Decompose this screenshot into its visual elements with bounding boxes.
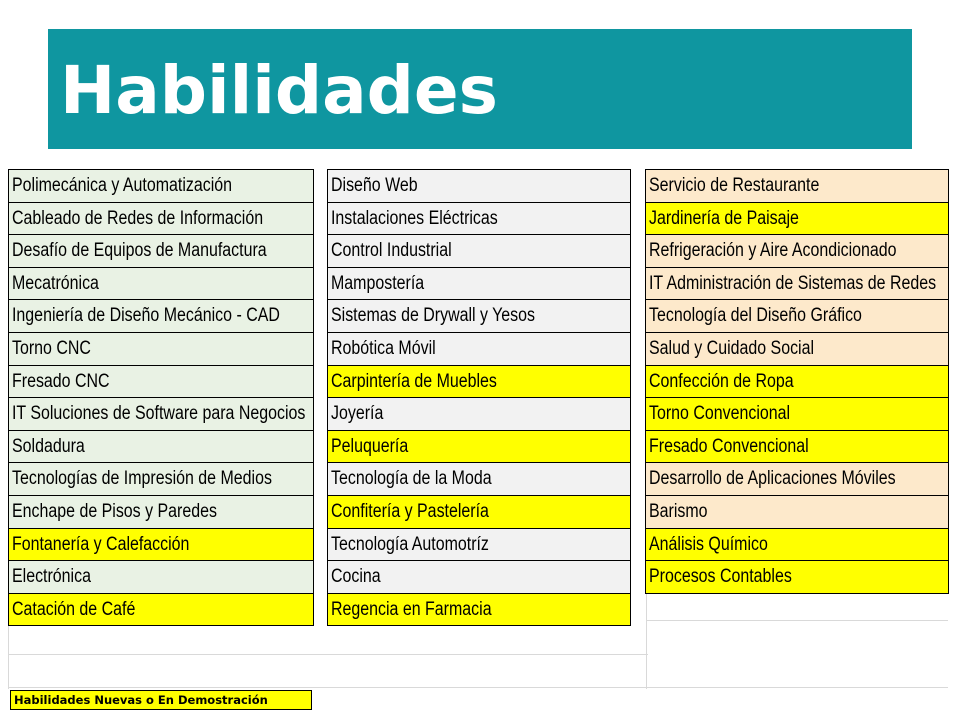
- skill-label: Jardinería de Paisaje: [649, 207, 799, 229]
- grid-line: [646, 620, 948, 621]
- skill-label: Mampostería: [331, 272, 425, 294]
- skill-label: Soldadura: [12, 435, 85, 457]
- skill-label: Desafío de Equipos de Manufactura: [12, 240, 267, 262]
- skill-label: Joyería: [331, 403, 384, 425]
- skill-label: Peluquería: [331, 435, 409, 457]
- skill-cell: [328, 431, 630, 464]
- grid-line: [8, 654, 648, 655]
- skill-cell: [328, 333, 630, 366]
- skill-cell: [328, 300, 630, 333]
- skill-label: Servicio de Restaurante: [649, 175, 820, 196]
- skill-cell: [9, 235, 313, 268]
- skill-label: Fontanería y Calefacción: [12, 533, 190, 555]
- skill-cell: [646, 268, 948, 301]
- skill-cell: [328, 529, 630, 562]
- skill-cell: [646, 529, 948, 562]
- skill-cell: [646, 463, 948, 496]
- skill-cell: [328, 398, 630, 431]
- skill-label: Robótica Móvil: [331, 337, 436, 359]
- skill-label: Fresado CNC: [12, 370, 110, 392]
- grid-line: [8, 687, 948, 688]
- skill-label: Ingeniería de Diseño Mecánico - CAD: [12, 305, 280, 327]
- skill-label: Tecnología de la Moda: [331, 468, 492, 490]
- skill-label: Electrónica: [12, 566, 91, 588]
- skill-label: Mecatrónica: [12, 272, 99, 294]
- skill-label: Tecnología del Diseño Gráfico: [649, 305, 862, 327]
- skill-label: Análisis Químico: [649, 533, 768, 555]
- skill-cell: [646, 170, 948, 203]
- legend-new-skills: Habilidades Nuevas o En Demostración: [10, 690, 312, 710]
- skill-cell: [328, 561, 630, 594]
- skill-cell: [9, 203, 313, 236]
- skill-label: Torno Convencional: [649, 403, 791, 425]
- skill-label: Confección de Ropa: [649, 370, 794, 392]
- skill-label: Desarrollo de Aplicaciones Móviles: [649, 468, 896, 490]
- skill-label: Tecnología Automotríz: [331, 533, 489, 555]
- skill-cell: [9, 594, 313, 627]
- skills-column-3: [645, 169, 949, 594]
- skill-cell: [646, 366, 948, 399]
- skill-label: Cocina: [331, 566, 381, 588]
- skill-label: Barismo: [649, 500, 708, 522]
- skill-cell: [646, 300, 948, 333]
- skill-cell: [646, 398, 948, 431]
- skill-label: Sistemas de Drywall y Yesos: [331, 305, 536, 327]
- skill-cell: [9, 463, 313, 496]
- skill-label: Catación de Café: [12, 598, 136, 620]
- skill-cell: [9, 561, 313, 594]
- skill-cell: [9, 529, 313, 562]
- skill-label: Salud y Cuidado Social: [649, 337, 815, 359]
- skill-label: Tecnologías de Impresión de Medios: [12, 468, 272, 490]
- skills-column-1: [8, 169, 314, 626]
- skill-label: Regencia en Farmacia: [331, 598, 492, 620]
- skill-label: Cableado de Redes de Información: [12, 207, 264, 229]
- skill-label: Control Industrial: [331, 240, 452, 262]
- skill-cell: [328, 366, 630, 399]
- skill-cell: [9, 366, 313, 399]
- skill-cell: [9, 398, 313, 431]
- skill-cell: [9, 496, 313, 529]
- skill-cell: [328, 203, 630, 236]
- skill-cell: [328, 496, 630, 529]
- skill-cell: [9, 268, 313, 301]
- skill-cell: [9, 300, 313, 333]
- skills-column-2: [327, 169, 631, 626]
- skill-cell: [646, 561, 948, 594]
- skill-cell: [328, 170, 630, 203]
- skill-cell: [9, 431, 313, 464]
- skill-cell: [646, 496, 948, 529]
- page-title: Habilidades: [60, 52, 498, 129]
- skill-label: Polimecánica y Automatización: [12, 175, 233, 196]
- skill-cell: [328, 463, 630, 496]
- skill-label: Confitería y Pastelería: [331, 500, 489, 522]
- skill-label: Instalaciones Eléctricas: [331, 207, 498, 229]
- skill-label: Carpintería de Muebles: [331, 370, 497, 392]
- skill-label: Diseño Web: [331, 175, 418, 196]
- skill-label: Fresado Convencional: [649, 435, 809, 457]
- skill-label: Refrigeración y Aire Acondicionado: [649, 240, 897, 262]
- skill-cell: [328, 268, 630, 301]
- title-banner: [48, 29, 912, 149]
- skill-label: Procesos Contables: [649, 566, 792, 588]
- skill-cell: [9, 170, 313, 203]
- skill-label: Enchape de Pisos y Paredes: [12, 500, 217, 522]
- skill-cell: [646, 235, 948, 268]
- skill-cell: [646, 431, 948, 464]
- skill-cell: [9, 333, 313, 366]
- skill-label: IT Administración de Sistemas de Redes: [649, 272, 937, 294]
- skill-cell: [646, 333, 948, 366]
- skill-cell: [328, 235, 630, 268]
- skill-cell: [646, 203, 948, 236]
- skill-label: Torno CNC: [12, 337, 91, 359]
- skill-cell: [328, 594, 630, 627]
- skill-label: IT Soluciones de Software para Negocios: [12, 403, 306, 425]
